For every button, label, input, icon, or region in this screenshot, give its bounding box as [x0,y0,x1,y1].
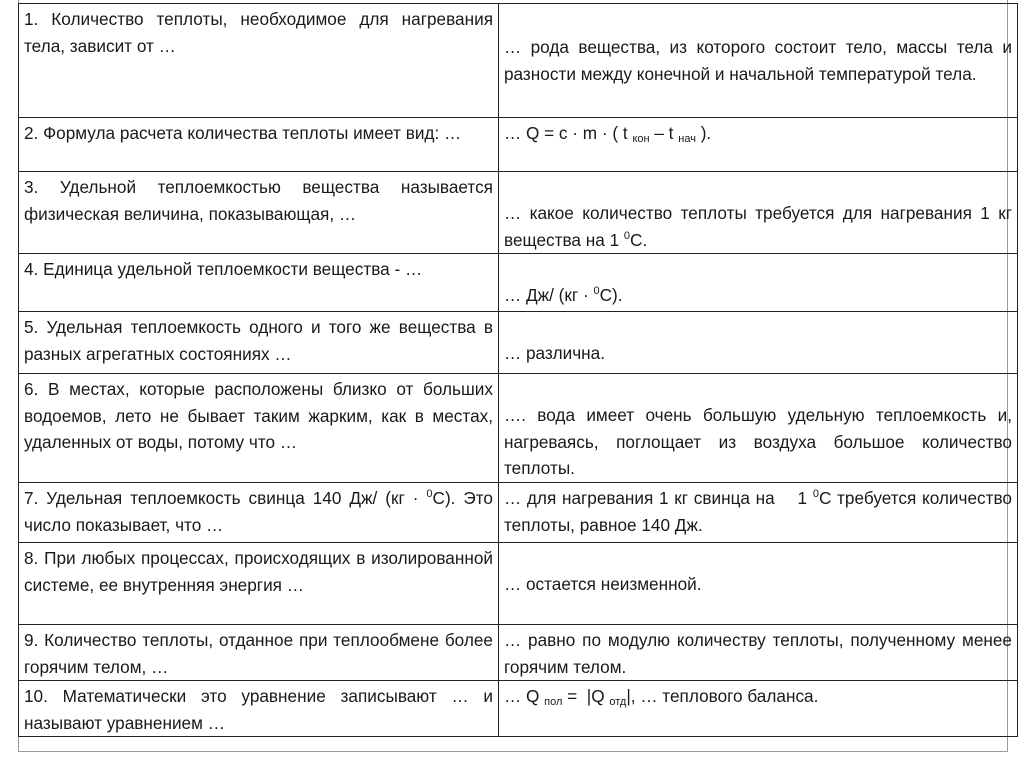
answer-text: … Дж/ (кг · [504,285,594,305]
table-row [19,681,1018,737]
question-text: 1. Количество теплоты, необходимое для нагревания тела, зависит от … [24,9,493,56]
question-cell [19,374,499,483]
answer-cell [499,312,1018,374]
question-text: 4. Единица удельной теплоемкости вещества - … [24,259,423,279]
answer-cell [499,483,1018,543]
question-cell [19,543,499,625]
formula-text: – t [649,123,679,143]
answer-text: … различна. [504,343,605,363]
qa-table [18,3,1018,737]
question-text: С). Это число показывает, что … [24,488,493,535]
subscript-pol: пол [544,696,563,708]
question-text: 10. Математически это уравнение записывают … и называют уравнением … [24,686,493,733]
question-cell [19,312,499,374]
table-row [19,312,1018,374]
answer-cell [499,374,1018,483]
question-text: 5. Удельная теплоемкость одного и того же вещества в разных агрегатных состояниях … [24,317,493,364]
answer-text: С. [630,229,648,250]
answer-text: … равно по модулю количеству теплоты, полученному менее горячим телом. [504,630,1012,677]
table-row [19,543,1018,625]
table-row [19,118,1018,172]
question-cell [19,172,499,254]
superscript-degree: 0 [593,285,600,297]
question-text: 8. При любых процессах, происходящих в изолированной системе, ее внутренняя энергия … [24,548,493,595]
answer-text: С требуется количество теплоты, равное 140 Дж. [504,488,1012,535]
superscript-degree: 0 [623,229,631,242]
answer-text: …. вода имеет очень большую удельную теплоемкость и, нагреваясь, поглощает из воздуха большое количество теплоты. [504,405,1012,478]
answer-cell [499,118,1018,172]
answer-cell [499,625,1018,681]
table-row [19,483,1018,543]
formula-text: … Q [504,686,545,706]
question-cell [19,4,499,118]
table-row [19,4,1018,118]
answer-text: … остается неизменной. [504,574,702,594]
formula-text: ). [695,123,712,143]
question-text: 7. Удельная теплоемкость свинца 140 Дж/ (кг · [24,488,427,508]
answer-text: … рода вещества, из которого состоит тело, массы тела и разности между конечной и начальной температурой тела. [504,37,1012,84]
question-cell [19,681,499,737]
answer-cell [499,4,1018,118]
formula-text: |, … теплового баланса. [626,686,819,706]
question-cell [19,483,499,543]
answer-text: … для нагревания 1 кг свинца на 1 [504,488,813,508]
question-text: 2. Формула расчета количества теплоты имеет вид: … [24,123,462,143]
answer-cell [499,172,1018,254]
table-row [19,374,1018,483]
question-cell [19,254,499,312]
superscript-degree: 0 [426,488,433,500]
formula-text: = |Q [562,686,610,706]
subscript-kon: кон [632,133,650,145]
subscript-nach: нач [678,133,696,145]
answer-cell [499,254,1018,312]
answer-text: С). [599,285,623,305]
question-cell [19,118,499,172]
table-row [19,254,1018,312]
answer-cell [499,543,1018,625]
question-text: 9. Количество теплоты, отданное при теплообмене более горячим телом, … [24,630,493,677]
question-text: 6. В местах, которые расположены близко от больших водоемов, лето не бывает таким жарким, как в местах, удаленных от воды, потому что … [24,379,493,452]
table-row [19,172,1018,254]
superscript-degree: 0 [812,488,819,500]
answer-cell [499,681,1018,737]
question-text: 3. Удельной теплоемкостью вещества называется физическая величина, показывающая, … [24,177,493,224]
subscript-otd: отд [609,696,627,708]
formula-text: … Q = c · m · ( t [504,123,633,143]
table-row [19,625,1018,681]
question-cell [19,625,499,681]
answer-text: … какое количество теплоты требуется для нагревания 1 кг вещества на 1 [504,203,1012,250]
